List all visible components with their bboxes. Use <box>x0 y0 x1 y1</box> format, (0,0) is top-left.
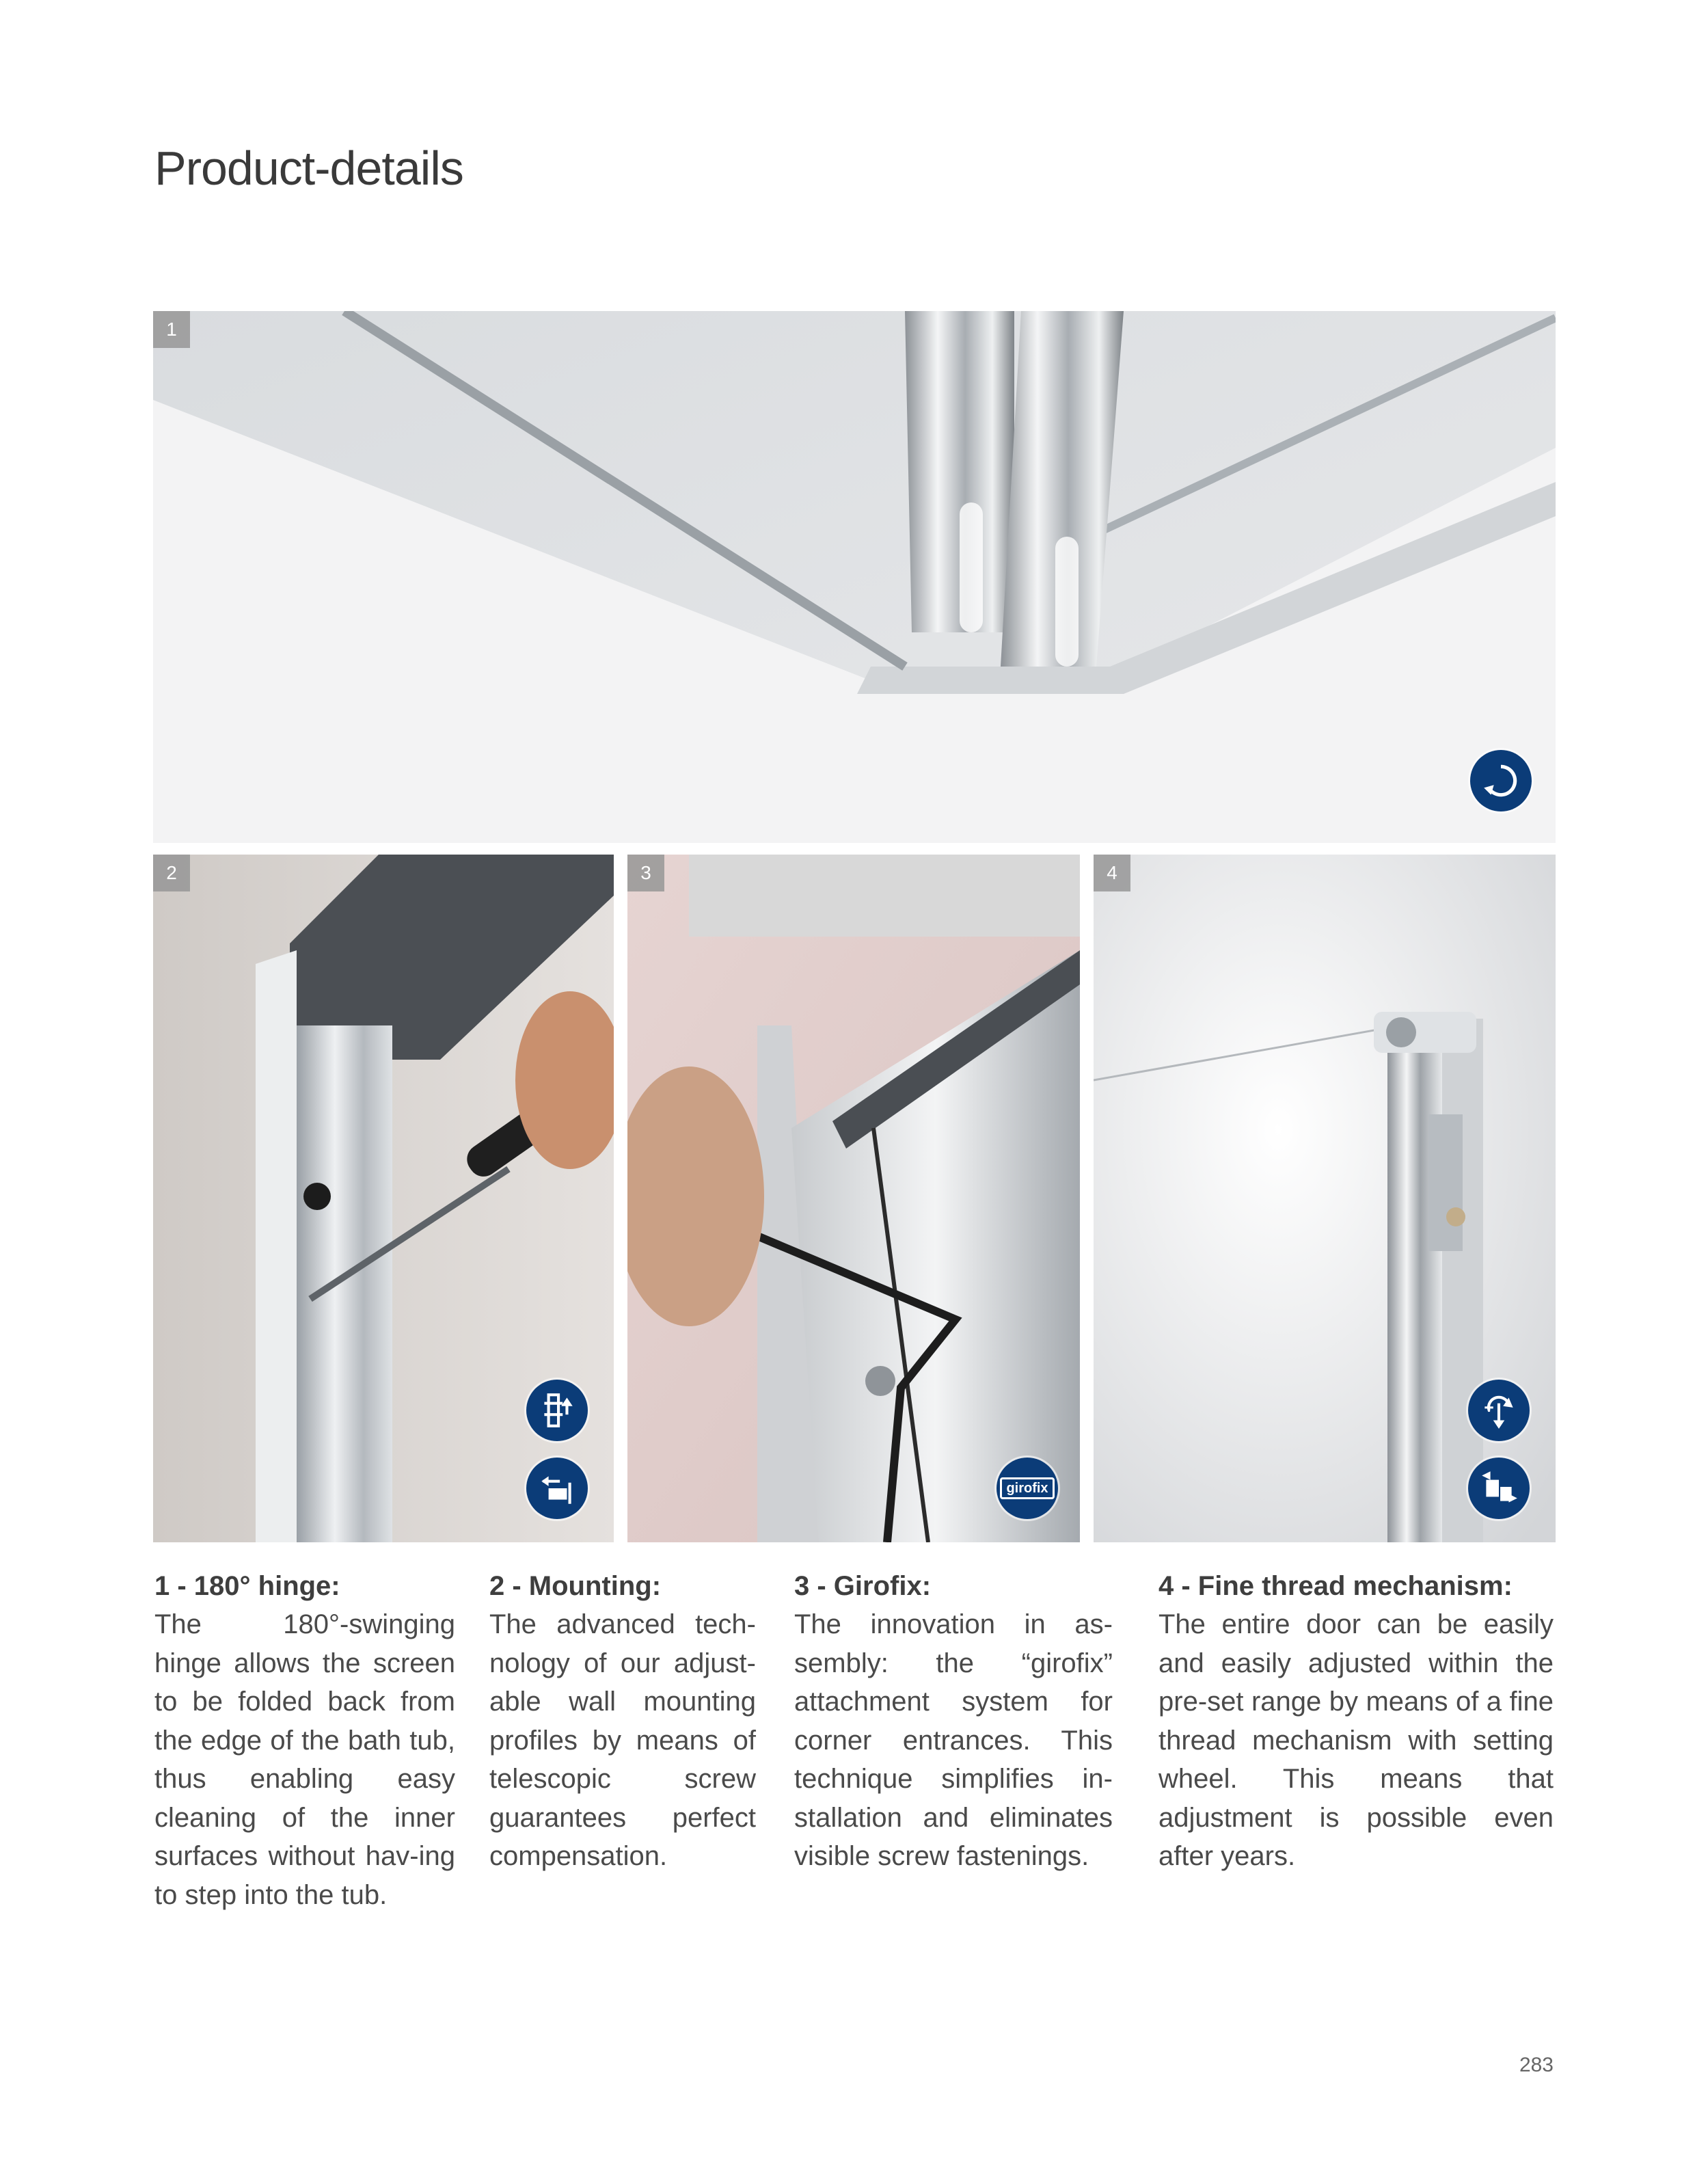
feature-heading: 1 - 180° hinge: <box>154 1571 340 1601</box>
girofix-icon-label: girofix <box>1000 1477 1054 1499</box>
adjust-vertical-icon <box>526 1380 588 1441</box>
feature-hinge <box>154 1567 455 1914</box>
feature-body: The entire door can be easily and easily adjusted within the pre-set range by means of a fine thread mechanism with setting wheel. This means that adjustment is possible even after years. <box>1158 1609 1554 1871</box>
feature-heading: 2 - Mounting: <box>489 1571 662 1601</box>
photo-fine-thread <box>1094 855 1556 1542</box>
girofix-icon <box>997 1458 1058 1519</box>
feature-mounting <box>489 1567 756 1876</box>
photo-girofix <box>627 855 1080 1542</box>
feature-body: The innovation in as-sembly: the “girofix” attachment system for corner entrances. This technique simplifies in-stallation and eliminates visible screw fastenings. <box>794 1609 1113 1871</box>
feature-heading: 3 - Girofix: <box>794 1571 932 1601</box>
feature-girofix <box>794 1567 1113 1876</box>
height-adjust-icon <box>1468 1380 1530 1441</box>
image-badge: 4 <box>1094 855 1130 891</box>
feature-heading: 4 - Fine thread mechanism: <box>1158 1571 1513 1601</box>
lateral-adjust-icon <box>1468 1458 1530 1519</box>
mounting-illustration <box>153 855 614 1542</box>
image-badge: 2 <box>153 855 190 891</box>
feature-fine-thread <box>1158 1567 1554 1876</box>
hinge-illustration <box>153 311 1556 843</box>
image-badge: 3 <box>627 855 664 891</box>
photo-hinge <box>153 311 1556 843</box>
wall-adjust-icon <box>526 1458 588 1519</box>
fine-thread-illustration <box>1094 855 1556 1542</box>
feature-body: The advanced tech-nology of our adjust-able wall mounting profiles by means of telescopic screw guarantees perfect compensation. <box>489 1609 756 1871</box>
girofix-illustration <box>627 855 1080 1542</box>
page-title: Product-details <box>154 142 463 195</box>
rotate-icon <box>1470 750 1532 811</box>
image-badge: 1 <box>153 311 190 348</box>
photo-mounting <box>153 855 614 1542</box>
page-number: 283 <box>1519 2054 1554 2076</box>
feature-body: The 180°-swinging hinge allows the screen to be folded back from the edge of the bath tub, thus enabling easy cleaning of the inner surfaces without hav-ing to step into the tub. <box>154 1609 455 1910</box>
